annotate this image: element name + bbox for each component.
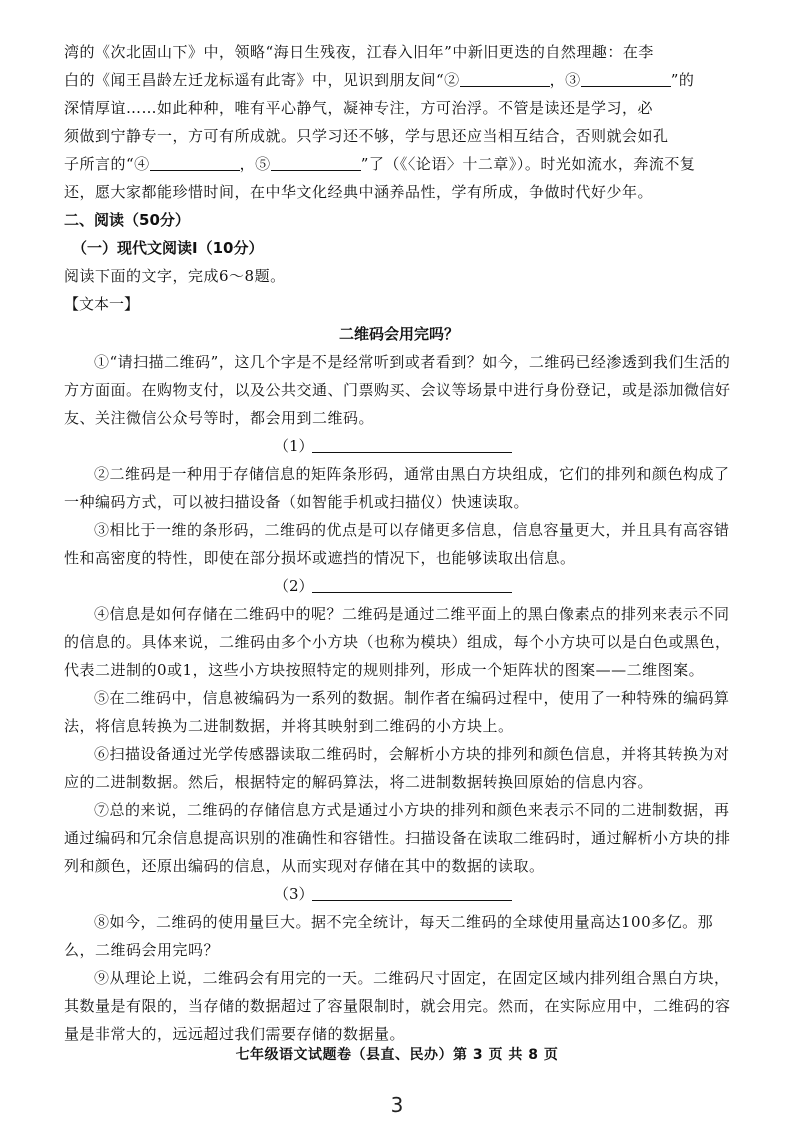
fill-blank-article-2[interactable]	[312, 574, 512, 593]
fill-blank-3[interactable]	[581, 68, 671, 87]
fill-blank-article-3[interactable]	[312, 882, 512, 901]
intro-line-2	[64, 66, 734, 94]
article-paragraph-8: ⑧如今，二维码的使用量巨大。据不完全统计，每天二维码的全球使用量高达100多亿。那么，二维码会用完吗？	[64, 913, 714, 959]
article-paragraph-1: ①“请扫描二维码”，这几个字是不是经常听到或者看到？如今，二维码已经渗透到我们生活的方方面面。在购物支付，以及公共交通、门票购买、会议等场景中进行身份登记，或是添加微信好友、关注微信公众号等时，都会用到二维码。	[64, 353, 731, 427]
intro-line-5-text-b: ，⑤	[239, 155, 271, 173]
intro-line-5-text-a: 子所言的“④	[64, 155, 150, 173]
blank-line-3	[64, 880, 734, 908]
blank-line-2-label: （2）	[274, 577, 314, 595]
section-instruction: 阅读下面的文字，完成6～8题。	[64, 267, 286, 285]
article-paragraph-6: ⑥扫描设备通过光学传感器读取二维码时，会解析小方块的排列和颜色信息，并将其转换为对应的二进制数据。然后，根据特定的解码算法，将二进制数据转换回原始的信息内容。	[64, 745, 730, 791]
page-content	[64, 38, 734, 1048]
intro-line-1-text: 湾的《次北固山下》中，领略“海日生残夜，江春入旧年”中新旧更迭的自然理趣：在李	[64, 43, 654, 61]
article-paragraph-5: ⑤在二维码中，信息被编码为一系列的数据。制作者在编码过程中，使用了一种特殊的编码算法，将信息转换为二进制数据，并将其映射到二维码的小方块上。	[64, 689, 730, 735]
page-footer: 七年级语文试题卷（县直、民办）第 3 页 共 8 页	[235, 1047, 559, 1063]
blank-line-1-label: （1）	[274, 437, 314, 455]
intro-line-1	[64, 38, 734, 66]
article-paragraph-9: ⑨从理论上说，二维码会有用完的一天。二维码尺寸固定，在固定区域内排列组合黑白方块，其数量是有限的，当存储的数据超过了容量限制时，就会用完。然而，在实际应用中，二维码的容量是非常大的，远远超过我们需要存储的数据量。	[64, 969, 731, 1043]
text-tag: 【文本一】	[64, 295, 140, 313]
fill-blank-5[interactable]	[271, 152, 361, 171]
blank-line-1	[64, 432, 734, 460]
intro-line-5-text-c: ”了（《〈论语〉十二章》）。时光如流水，奔流不复	[360, 155, 696, 173]
blank-line-3-label: （3）	[274, 885, 314, 903]
intro-line-2-text-b: ，③	[549, 71, 581, 89]
intro-line-4: 须做到宁静专一，方可有所成就。只学习还不够，学与思还应当相互结合，否则就会如孔	[64, 127, 669, 145]
intro-line-2-text-a: 白的《闻王昌龄左迁龙标遥有此寄》中，见识到朋友间“②	[64, 71, 460, 89]
blank-line-2	[64, 572, 734, 600]
article-paragraph-7: ⑦总的来说，二维码的存储信息方式是通过小方块的排列和颜色来表示不同的二进制数据，再通过编码和冗余信息提高识别的准确性和容错性。扫描设备在读取二维码时，通过解析小方块的排列和颜色，还原出编码的信息，从而实现对存储在其中的数据的读取。	[64, 801, 731, 875]
fill-blank-2[interactable]	[460, 68, 550, 87]
section-heading: 二、阅读（50分）	[64, 211, 190, 229]
article-title: 二维码会用完吗？	[338, 325, 459, 343]
intro-line-2-text-c: ”的	[670, 71, 695, 89]
fill-blank-article-1[interactable]	[312, 434, 512, 453]
article-paragraph-4: ④信息是如何存储在二维码中的呢？二维码是通过二维平面上的黑白像素点的排列来表示不同的信息的。具体来说，二维码由多个小方块（也称为模块）组成，每个小方块可以是白色或黑色，代表二进制的0或1，这些小方块按照特定的规则排列，形成一个矩阵状的图案——二维图案。	[64, 605, 731, 679]
section-subheading: （一）现代文阅读Ⅰ（10分）	[72, 239, 264, 257]
intro-line-3: 深情厚谊……如此种种，唯有平心静气，凝神专注，方可治浮。不管是读还是学习，必	[64, 99, 654, 117]
page-number: 3	[390, 1093, 404, 1117]
fill-blank-4[interactable]	[150, 152, 240, 171]
intro-line-6: 还，愿大家都能珍惜时间，在中华文化经典中涵养品性，学有所成，争做时代好少年。	[64, 183, 654, 201]
article-paragraph-2: ②二维码是一种用于存储信息的矩阵条形码，通常由黑白方块组成，它们的排列和颜色构成了一种编码方式，可以被扫描设备（如智能手机或扫描仪）快速读取。	[64, 465, 730, 511]
article-paragraph-3: ③相比于一维的条形码，二维码的优点是可以存储更多信息，信息容量更大，并且具有高容错性和高密度的特性，即使在部分损坏或遮挡的情况下，也能够读取出信息。	[64, 521, 730, 567]
intro-line-5	[64, 150, 734, 178]
